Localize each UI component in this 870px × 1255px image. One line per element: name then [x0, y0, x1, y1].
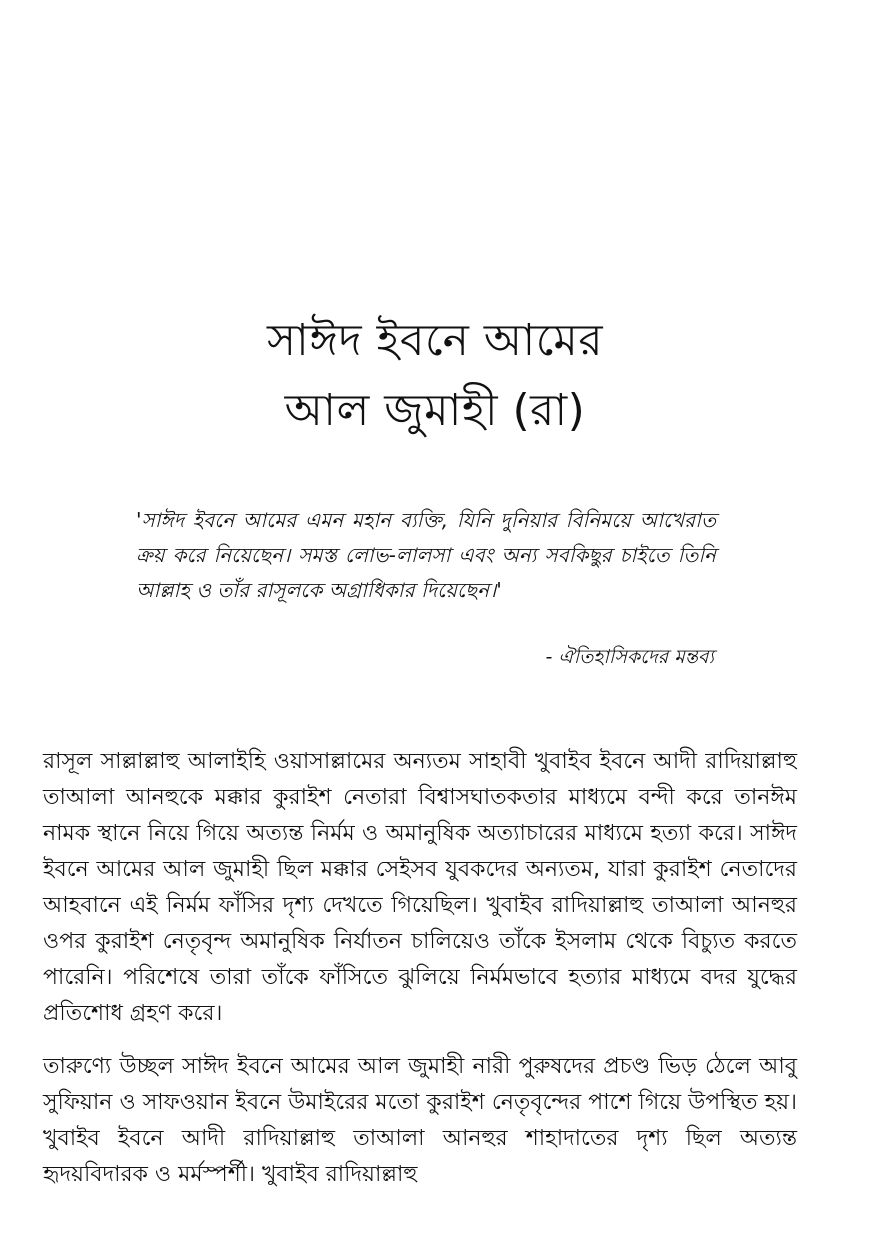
chapter-title-line-2: আল জুমাহী (রা)	[284, 385, 586, 436]
body-paragraph-2: তারুণ্যে উচ্ছল সাঈদ ইবনে আমের আল জুমাহী নারী পুরুষদের প্রচণ্ড ভিড় ঠেলে আবু সুফিয়ান ও সাফওয়ান ইবনে উমাইরের মতো কুরাইশ নেতৃবৃন্দের পাশে গিয়ে উপস্থিত হয়। খুবাইব ইবনে আদী রাদিয়াল্লাহু তাআলা আনহুর শাহাদাতের দৃশ্য ছিল অত্যন্ত হৃদয়বিদারক ও মর্মস্পর্শী। খুবাইব রাদিয়াল্লাহু	[43, 1054, 797, 1187]
chapter-title	[0, 306, 870, 446]
epigraph-quote: 'সাঈদ ইবনে আমের এমন মহান ব্যক্তি, যিনি দুনিয়ার বিনিময়ে আখেরাত ক্রয় করে নিয়েছেন। সমস্ত লোভ-লালসা এবং অন্য সবকিছুর চাইতে তিনি আল্লাহ ও তাঁর রাসূলকে অগ্রাধিকার দিয়েছেন।'	[136, 508, 716, 602]
body-paragraph-1: রাসূল সাল্লাল্লাহু আলাইহি ওয়াসাল্লামের অন্যতম সাহাবী খুবাইব ইবনে আদী রাদিয়াল্লাহু তাআলা আনহুকে মক্কার কুরাইশ নেতারা বিশ্বাসঘাতকতার মাধ্যমে বন্দী করে তানঈম নামক স্থানে নিয়ে গিয়ে অত্যন্ত নির্মম ও অমানুষিক অত্যাচারের মাধ্যমে হত্যা করে। সাঈদ ইবনে আমের আল জুমাহী ছিল মক্কার সেইসব যুবকদের অন্যতম, যারা কুরাইশ নেতাদের আহবানে এই নির্মম ফাঁসির দৃশ্য দেখতে গিয়েছিল। খুবাইব রাদিয়াল্লাহু তাআলা আনহুর ওপর কুরাইশ নেতৃবৃন্দ অমানুষিক নির্যাতন চালিয়েও তাঁকে ইসলাম থেকে বিচ্যুত করতে পারেনি। পরিশেষে তারা তাঁকে ফাঁসিতে ঝুলিয়ে নির্মমভাবে হত্যার মাধ্যমে বদর যুদ্ধের প্রতিশোধ গ্রহণ করে।	[43, 749, 797, 1026]
chapter-title-line-1: সাঈদ ইবনে আমের	[266, 315, 604, 366]
body-text	[43, 744, 797, 1210]
epigraph-source: - ঐতিহাসিকদের মন্তব্য	[545, 646, 714, 668]
